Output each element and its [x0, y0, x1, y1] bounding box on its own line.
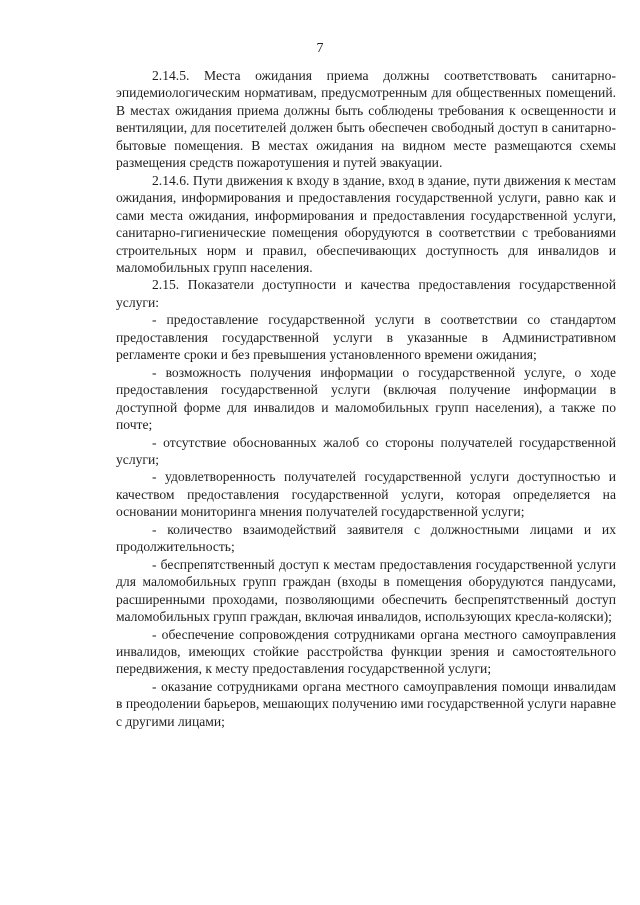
document-body	[116, 67, 616, 730]
paragraph-2-15-heading: 2.15. Показатели доступности и качества предоставления государственной услуги:	[116, 277, 616, 310]
paragraph-2-14-5: 2.14.5. Места ожидания приема должны соответствовать санитарно-эпидемиологическим нормативам, предусмотренным для общественных помещений. В местах ожидания приема должны быть соблюдены требования к освещенности и вентиляции, для посетителей должен быть обеспечен свободный доступ в санитарно-бытовые помещения. В местах ожидания на видном месте размещаются схемы размещения средств пожаротушения и путей эвакуации.	[116, 68, 616, 171]
list-item-barrier-assistance: - оказание сотрудниками органа местного самоуправления помощи инвалидам в преодолении барьеров, мешающих получению ими государственной услуги наравне с другими лицами;	[116, 678, 616, 729]
paragraph-2-14-6: 2.14.6. Пути движения к входу в здание, вход в здание, пути движения к местам ожидания, информирования и предоставления государственной услуги, равно как и сами места ожидания, информирования и предоставления государственной услуги, санитарно-гигиенические помещения оборудуются в соответствии с требованиями строительных норм и правил, обеспечивающих доступность для инвалидов и маломобильных групп населения.	[116, 172, 616, 275]
list-item-satisfaction: - удовлетворенность получателей государственной услуги доступностью и качеством предоставления государственной услуги, которая определяется на основании мониторинга мнения получателей государственной услуги;	[116, 469, 616, 520]
list-item-interactions-count: - количество взаимодействий заявителя с должностными лицами и их продолжительность;	[116, 521, 616, 555]
page-number: 7	[316, 41, 324, 56]
list-item-unobstructed-access: - беспрепятственный доступ к местам предоставления государственной услуги для маломобильных групп граждан (входы в помещения оборудуются пандусами, расширенными проходами, позволяющими обеспечить беспрепятственный доступ маломобильных групп граждан, включая инвалидов, использующих кресла-коляски);	[116, 556, 616, 625]
list-item-escort-support: - обеспечение сопровождения сотрудниками органа местного самоуправления инвалидов, имеющих стойкие расстройства функции зрения и самостоятельного передвижения, к месту предоставления государственной услуги;	[116, 626, 616, 677]
list-item-no-complaints: - отсутствие обоснованных жалоб со стороны получателей государственной услуги;	[116, 434, 616, 467]
list-item-information-access: - возможность получения информации о государственной услуге, о ходе предоставления государственной услуги (включая получение информации в доступной форме для инвалидов и маломобильных групп населения), а также по почте;	[116, 364, 616, 433]
list-item-standard-compliance: - предоставление государственной услуги в соответствии со стандартом предоставления государственной услуги в указанные в Административном регламенте сроки и без превышения установленного времени ожидания;	[116, 312, 616, 363]
